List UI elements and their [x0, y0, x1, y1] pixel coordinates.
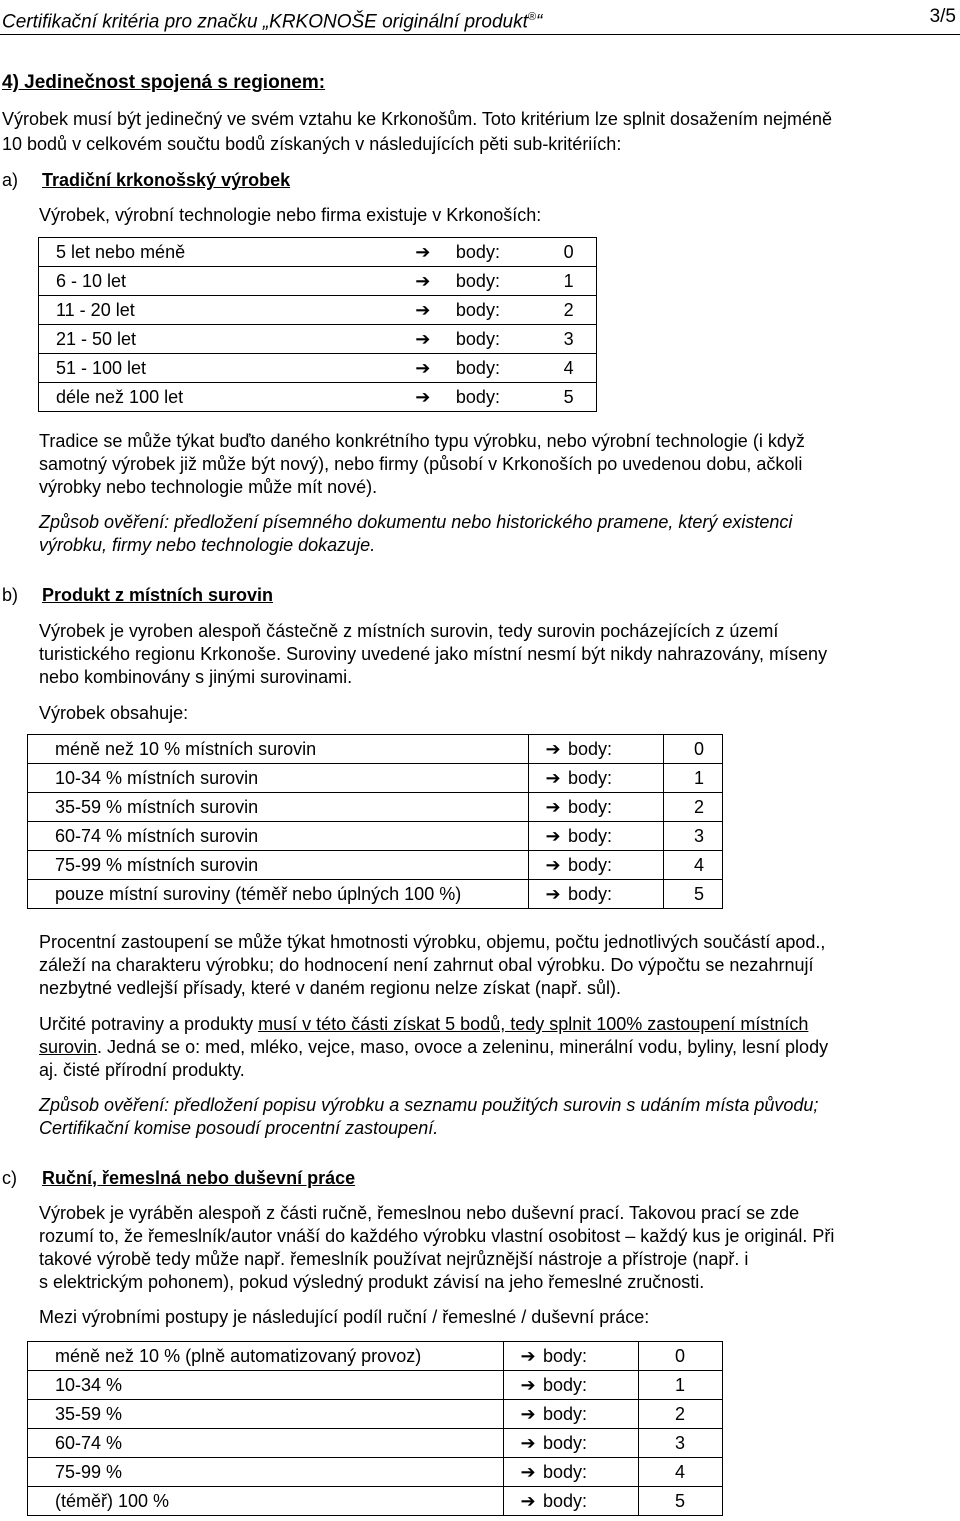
row-label: 51 - 100 let	[56, 357, 147, 378]
row-points: 3	[563, 328, 574, 349]
arrow-right-icon: ➔	[415, 357, 431, 378]
subsection-b-para-line-2: turistického regionu Krkonoše. Suroviny uvedené jako místní nesmí být nikdy nahrazovány, míseny	[39, 644, 828, 664]
section-intro-line-2: 10 bodů v celkovém součtu bodů získaných v následujících pěti sub-kritériích:	[2, 134, 622, 154]
row-label: 10-34 % místních surovin	[55, 767, 259, 788]
subsection-b-para3-line-2	[39, 1036, 828, 1058]
header-title-text: Certifikační kritéria pro značku „KRKONOŠE originální produkt	[2, 11, 528, 33]
row-points: 4	[675, 1461, 686, 1482]
subsection-a-para-line-1: Tradice se může týkat buďto daného konkrétního typu výrobku, nebo výrobní technologie (i když	[39, 431, 805, 451]
subsection-b-para2-line-3: nezbytné vedlejší přísady, které v daném regionu nelze získat (např. sůl).	[39, 978, 621, 998]
para3-underlined-1: musí v této části získat 5 bodů, tedy splnit 100% zastoupení místních	[258, 1014, 809, 1034]
subsection-c-para-line-1: Výrobek je vyráběn alespoň z části ručně, řemeslnou nebo duševní prací. Takovou prací se zde	[39, 1203, 800, 1223]
row-label: 6 - 10 let	[56, 270, 127, 291]
registered-mark: ®	[527, 11, 536, 23]
row-body-label: body:	[568, 796, 613, 817]
row-body-label: body:	[568, 854, 613, 875]
row-body-label: body:	[455, 241, 500, 262]
row-body-label: body:	[543, 1403, 588, 1424]
table-row	[28, 764, 723, 793]
subsection-a-letter: a)	[2, 170, 19, 190]
arrow-right-icon: ➔	[520, 1490, 536, 1511]
header-close-quote: “	[535, 11, 543, 33]
table-row	[28, 1487, 723, 1516]
section-heading: 4) Jedinečnost spojená s regionem:	[2, 72, 326, 93]
row-body-label: body:	[568, 883, 613, 904]
table-row	[28, 1342, 723, 1371]
row-label: pouze místní suroviny (téměř nebo úplných 100 %)	[55, 883, 462, 904]
row-label: méně než 10 % (plně automatizovaný provoz)	[55, 1345, 422, 1366]
subsection-b-para2-line-1: Procentní zastoupení se může týkat hmotnosti výrobku, objemu, počtu jednotlivých součástí apod.,	[39, 932, 826, 952]
table-row	[28, 1400, 723, 1429]
row-points: 4	[694, 854, 705, 875]
row-label: 21 - 50 let	[56, 328, 137, 349]
para3-prefix: Určité potraviny a produkty	[39, 1014, 259, 1034]
subsection-b-verify-line-2: Certifikační komise posoudí procentní zastoupení.	[39, 1118, 439, 1138]
subsection-a-title: Tradiční krkonošský výrobek	[42, 170, 291, 190]
row-points: 0	[563, 241, 574, 262]
table-row	[28, 822, 723, 851]
row-body-label: body:	[568, 738, 613, 759]
row-label: 35-59 % místních surovin	[55, 796, 259, 817]
table-b	[27, 734, 723, 909]
subsection-a-verify-line-1: Způsob ověření: předložení písemného dokumentu nebo historického pramene, který existenci	[39, 512, 793, 532]
table-row	[28, 851, 723, 880]
arrow-right-icon: ➔	[415, 328, 431, 349]
table-row	[28, 1371, 723, 1400]
row-body-label: body:	[543, 1432, 588, 1453]
row-body-label: body:	[455, 299, 500, 320]
table-row	[28, 1429, 723, 1458]
table-row	[39, 383, 597, 412]
table-row	[39, 238, 597, 267]
row-body-label: body:	[543, 1345, 588, 1366]
subsection-b-para-line-3: nebo kombinovány s jinými surovinami.	[39, 667, 353, 687]
arrow-right-icon: ➔	[545, 738, 561, 759]
row-points: 5	[694, 883, 705, 904]
row-label: 10-34 %	[55, 1374, 123, 1395]
row-label: 11 - 20 let	[56, 299, 135, 320]
row-points: 1	[563, 270, 574, 291]
row-body-label: body:	[455, 270, 500, 291]
subsection-a-text: Výrobek, výrobní technologie nebo firma existuje v Krkonoších:	[39, 205, 542, 225]
row-points: 3	[675, 1432, 686, 1453]
table-row	[39, 296, 597, 325]
subsection-c-para-line-3: takové výrobě tedy může např. řemeslník používat nejrůznější nástroje a přístroje (např. i	[39, 1249, 749, 1269]
subsection-a-para-line-2: samotný výrobek již může být nový), nebo firmy (působí v Krkonoších po uvedenou dobu, ačkoli	[39, 454, 803, 474]
subsection-a-para-line-3: výrobky nebo technologie může mít nové).	[39, 477, 378, 497]
row-label: 35-59 %	[55, 1403, 123, 1424]
para3-underlined-2: surovin	[39, 1037, 98, 1057]
row-points: 4	[563, 357, 574, 378]
row-body-label: body:	[568, 825, 613, 846]
arrow-right-icon: ➔	[545, 796, 561, 817]
row-label: 60-74 % místních surovin	[55, 825, 259, 846]
subsection-b-para3-line-3: aj. čisté přírodní produkty.	[39, 1060, 245, 1080]
table-row	[28, 1458, 723, 1487]
arrow-right-icon: ➔	[545, 767, 561, 788]
table-c	[27, 1341, 723, 1516]
table-row	[28, 880, 723, 909]
row-body-label: body:	[543, 1490, 588, 1511]
table-row	[39, 325, 597, 354]
subsection-b-para3-line-1	[39, 1013, 808, 1035]
subsection-c-para2: Mezi výrobními postupy je následující podíl ruční / řemeslné / duševní práce:	[39, 1307, 650, 1327]
arrow-right-icon: ➔	[415, 386, 431, 407]
row-label: 75-99 % místních surovin	[55, 854, 259, 875]
row-label: 5 let nebo méně	[56, 241, 186, 262]
arrow-right-icon: ➔	[545, 883, 561, 904]
arrow-right-icon: ➔	[520, 1461, 536, 1482]
arrow-right-icon: ➔	[520, 1403, 536, 1424]
row-label: méně než 10 % místních surovin	[55, 738, 317, 759]
row-points: 5	[675, 1490, 686, 1511]
subsection-c-letter: c)	[2, 1168, 17, 1188]
subsection-b-para2-line-2: záleží na charakteru výrobku; do hodnocení není zahrnut obal výrobku. Do výpočtu se nezahrnují	[39, 955, 814, 975]
subsection-b-contains: Výrobek obsahuje:	[39, 703, 189, 723]
arrow-right-icon: ➔	[520, 1374, 536, 1395]
row-body-label: body:	[568, 767, 613, 788]
table-row	[39, 267, 597, 296]
subsection-b-title: Produkt z místních surovin	[42, 585, 274, 605]
header-rule	[0, 34, 960, 35]
row-points: 5	[563, 386, 574, 407]
page-number: 3/5	[929, 6, 956, 27]
para3-line2-rest: . Jedná se o: med, mléko, vejce, maso, ovoce a zeleninu, minerální vodu, byliny, lesní plody	[97, 1037, 829, 1057]
row-points: 3	[694, 825, 705, 846]
arrow-right-icon: ➔	[415, 299, 431, 320]
subsection-a-verify-line-2: výrobku, firmy nebo technologie dokazuje.	[39, 535, 376, 555]
section-intro-line-1: Výrobek musí být jedinečný ve svém vztahu ke Krkonošům. Toto kritérium lze splnit dosažením nejméně	[2, 109, 833, 129]
row-points: 1	[694, 767, 705, 788]
row-label: 75-99 %	[55, 1461, 123, 1482]
row-label: (téměř) 100 %	[55, 1490, 170, 1511]
row-points: 2	[694, 796, 705, 817]
table-a	[38, 237, 597, 412]
row-points: 2	[563, 299, 574, 320]
table-row	[28, 793, 723, 822]
row-points: 2	[675, 1403, 686, 1424]
page-header-title	[2, 6, 542, 33]
row-points: 0	[675, 1345, 686, 1366]
arrow-right-icon: ➔	[520, 1432, 536, 1453]
subsection-b-letter: b)	[2, 585, 19, 605]
table-row	[39, 354, 597, 383]
row-label: 60-74 %	[55, 1432, 123, 1453]
row-label: déle než 100 let	[56, 386, 184, 407]
arrow-right-icon: ➔	[545, 854, 561, 875]
row-points: 0	[694, 738, 705, 759]
arrow-right-icon: ➔	[520, 1345, 536, 1366]
subsection-b-verify-line-1: Způsob ověření: předložení popisu výrobku a seznamu použitých surovin s udáním místa původu;	[39, 1095, 819, 1115]
row-body-label: body:	[455, 328, 500, 349]
row-body-label: body:	[455, 386, 500, 407]
subsection-c-para-line-4: s elektrickým pohonem), pokud výsledný produkt závisí na jeho řemeslné zručnosti.	[39, 1272, 705, 1292]
row-points: 1	[675, 1374, 686, 1395]
row-body-label: body:	[543, 1374, 588, 1395]
row-body-label: body:	[543, 1461, 588, 1482]
row-body-label: body:	[455, 357, 500, 378]
arrow-right-icon: ➔	[415, 270, 431, 291]
subsection-b-para-line-1: Výrobek je vyroben alespoň částečně z místních surovin, tedy surovin pocházejících z území	[39, 621, 779, 641]
subsection-c-para-line-2: rozumí to, že řemeslník/autor vnáší do každého výrobku vlastní osobitost – každý kus je originál. Při	[39, 1226, 835, 1246]
subsection-c-title: Ruční, řemeslná nebo duševní práce	[42, 1168, 356, 1188]
arrow-right-icon: ➔	[415, 241, 431, 262]
table-row	[28, 735, 723, 764]
arrow-right-icon: ➔	[545, 825, 561, 846]
